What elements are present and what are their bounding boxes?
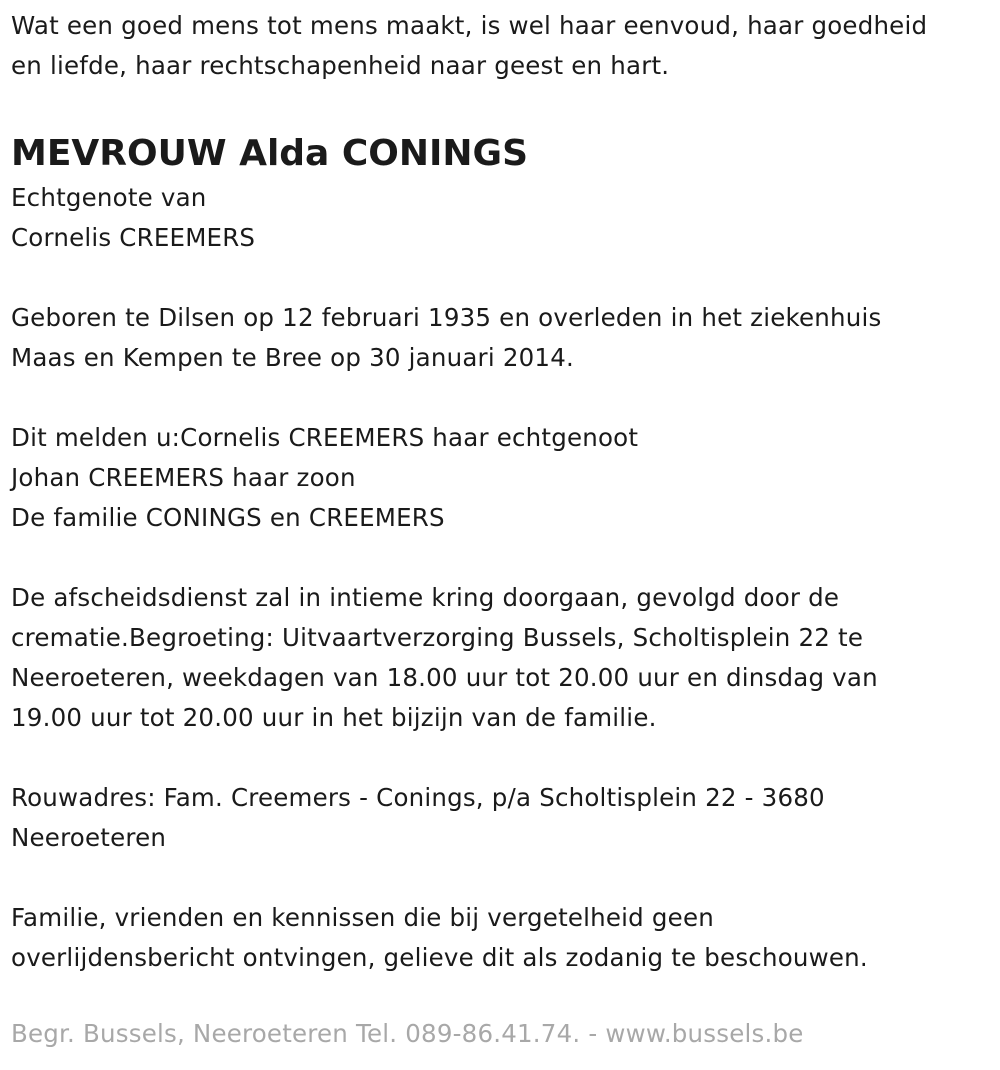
deceased-name: MEVROUW Alda CONINGS <box>11 133 529 174</box>
memorial-quote <box>11 6 996 86</box>
announcer-line: Dit melden u:Cornelis CREEMERS haar echtgenoot <box>11 423 639 452</box>
obituary-notice <box>11 6 996 978</box>
service-line: crematie.Begroeting: Uitvaartverzorging Bussels, Scholtisplein 22 te <box>11 623 864 652</box>
address-section <box>11 778 996 858</box>
spouse-line: Cornelis CREEMERS <box>11 223 256 252</box>
paragraph-gap <box>11 858 996 898</box>
quote-line: Wat een goed mens tot mens maakt, is wel haar eenvoud, haar goedheid <box>11 11 928 40</box>
paragraph-gap <box>11 378 996 418</box>
birth-death-line: Geboren te Dilsen op 12 februari 1935 en overleden in het ziekenhuis <box>11 303 882 332</box>
notice-line: overlijdensbericht ontvingen, gelieve dit als zodanig te beschouwen. <box>11 943 868 972</box>
service-line: De afscheidsdienst zal in intieme kring doorgaan, gevolgd door de <box>11 583 840 612</box>
service-line: 19.00 uur tot 20.00 uur in het bijzijn van de familie. <box>11 703 657 732</box>
service-line: Neeroeteren, weekdagen van 18.00 uur tot 20.00 uur en dinsdag van <box>11 663 878 692</box>
paragraph-gap <box>11 538 996 578</box>
paragraph-gap <box>11 738 996 778</box>
address-line: Neeroeteren <box>11 823 167 852</box>
funeral-home-footer: Begr. Bussels, Neeroeteren Tel. 089-86.41.74. - www.bussels.be <box>11 1019 804 1048</box>
paragraph-gap <box>11 258 996 298</box>
spouse-section <box>11 178 996 258</box>
notice-line: Familie, vrienden en kennissen die bij vergetelheid geen <box>11 903 714 932</box>
announcers-section <box>11 418 996 538</box>
birth-death-line: Maas en Kempen te Bree op 30 januari 2014. <box>11 343 574 372</box>
birth-death-section <box>11 298 996 378</box>
announcer-line: De familie CONINGS en CREEMERS <box>11 503 445 532</box>
notice-section <box>11 898 996 978</box>
announcer-line: Johan CREEMERS haar zoon <box>11 463 356 492</box>
spouse-line: Echtgenote van <box>11 183 207 212</box>
address-line: Rouwadres: Fam. Creemers - Conings, p/a Scholtisplein 22 - 3680 <box>11 783 825 812</box>
service-section <box>11 578 996 738</box>
quote-line: en liefde, haar rechtschapenheid naar geest en hart. <box>11 51 670 80</box>
